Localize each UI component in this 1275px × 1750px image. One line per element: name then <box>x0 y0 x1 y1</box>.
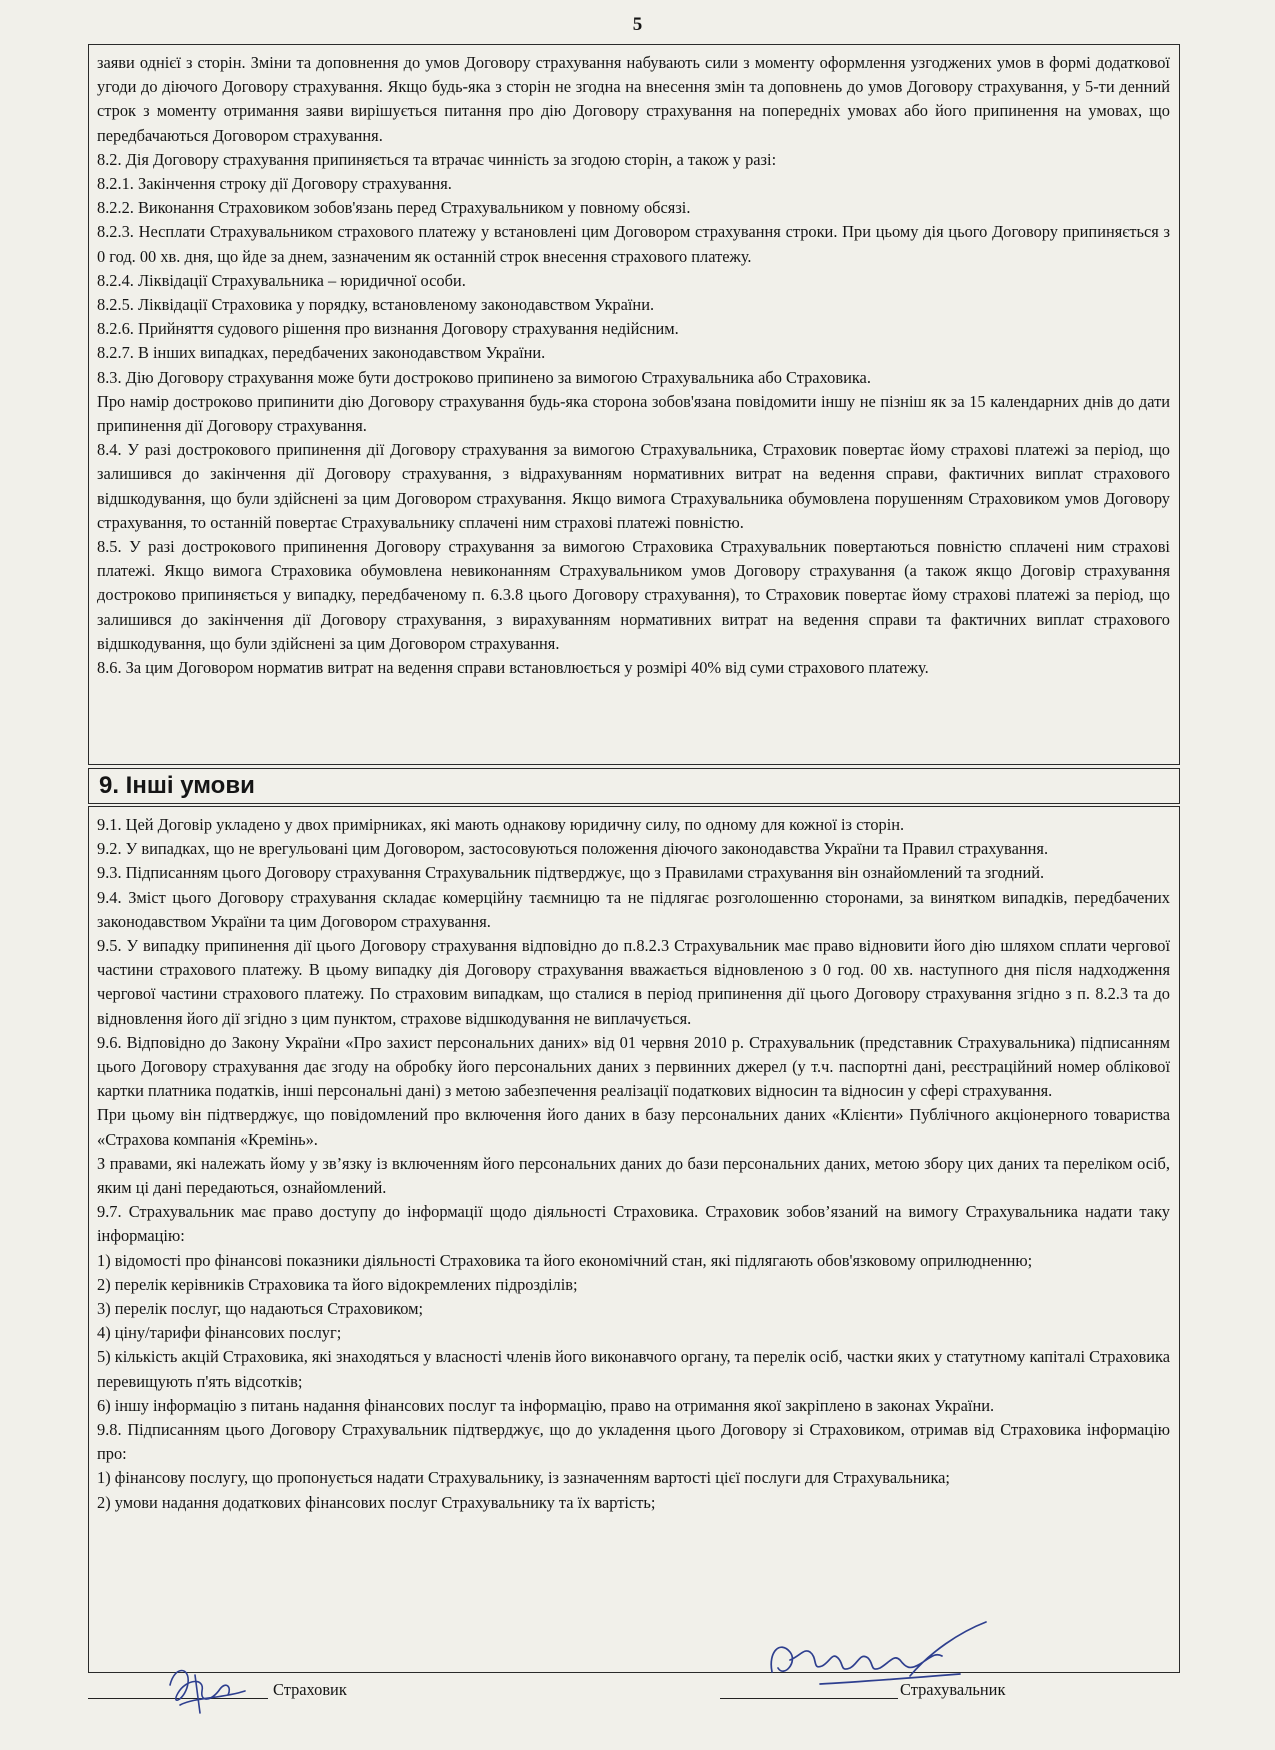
section-8-paragraph-6: 8.2.4. Ліквідації Страхувальника – юридичної особи. <box>97 270 466 290</box>
section-8-paragraph-2: 8.2. Дія Договору страхування припиняється та втрачає чинність за згодою сторін, а також у разі: <box>97 149 777 169</box>
section-8-paragraph-1: заяви однієї з сторін. Зміни та доповнення до умов Договору страхування набувають сили з моменту оформлення узгоджених умов в формі додаткової угоди до діючого Договору страхування. Якщо будь-яка з сторін не згодна на внесення змін та доповнень до умов Договору страхування, у 5-ти денний строк з моменту отримання заяви вирішується питання про дію Договору страхування на попередніх умовах або його припинення на умовах, що передбачаються Договором страхування. <box>97 53 1170 145</box>
section-9-paragraph-9: 9.7. Страхувальник має право доступу до інформації щодо діяльності Страховика. Страховик зобов’язаний на вимогу Страхувальника надати таку інформацію: <box>97 1202 1170 1246</box>
section-9-paragraph-15: 6) іншу інформацію з питань надання фінансових послуг та інформацію, право на отримання якої закріплено в законах України. <box>97 1395 995 1415</box>
section-9-title-box <box>88 768 1180 804</box>
section-9-paragraph-11: 2) перелік керівників Страховика та його відокремлених підрозділів; <box>97 1274 578 1294</box>
policyholder-signature-line <box>720 1698 898 1699</box>
section-8-paragraph-4: 8.2.2. Виконання Страховиком зобов'язань перед Страхувальником у повному обсязі. <box>97 198 691 218</box>
section-9-paragraph-13: 4) ціну/тарифи фінансових послуг; <box>97 1323 342 1343</box>
section-8-paragraph-9: 8.2.7. В інших випадках, передбачених законодавством України. <box>97 343 546 363</box>
section-9-title: 9. Інші умови <box>99 772 255 799</box>
section-8-paragraph-13: 8.5. У разі дострокового припинення Договору страхування за вимогою Страховика Страхувальник повертаються повністю сплачені ним страхові платежі. Якщо вимога Страховика обумовлена невиконанням Страхувальником умов Договору страхування (а також якщо Договір страхування достроково припиняється у випадку, передбаченому п. 6.3.8 цього Договору страхування), то Страховик повертає йому страхові платежі за період, що залишився до закінчення дії Договору страхування, з вирахуванням нормативних витрат на ведення справи та фактичних виплат страхового відшкодування, що були здійснені за цим Договором страхування. <box>97 537 1170 653</box>
section-9-paragraph-14: 5) кількість акцій Страховика, які знаходяться у власності членів його виконавчого органу, та перелік осіб, частки яких у статутному капіталі Страховика перевищують п'ять відсотків; <box>97 1347 1170 1391</box>
section-9-paragraph-10: 1) відомості про фінансові показники діяльності Страховика та його економічний стан, які підлягають обов'язковому оприлюдненню; <box>97 1250 1033 1270</box>
page-number: 5 <box>632 14 643 35</box>
section-9-paragraph-5: 9.5. У випадку припинення дії цього Договору страхування відповідно до п.8.2.3 Страхувальник має право відновити його дію шляхом сплати чергової частини страхового платежу. В цьому випадку дія Договору страхування вважається відновленою з 0 год. 00 хв. наступного дня після надходження чергової частини страхового платежу. По страховим випадкам, що сталися в період припинення дії цього Договору страхування згідно з п. 8.2.3 та до відновлення його дії згідно з цим пунктом, страхове відшкодування не виплачується. <box>97 936 1170 1028</box>
section-8-box <box>88 44 1180 765</box>
section-9-paragraph-2: 9.2. У випадках, що не врегульовані цим Договором, застосовуються положення діючого законодавства України та Правил страхування. <box>97 839 1049 859</box>
section-8-paragraph-14: 8.6. За цим Договором норматив витрат на ведення справи встановлюється у розмірі 40% від суми страхового платежу. <box>97 658 929 678</box>
section-9-paragraph-7: При цьому він підтверджує, що повідомлений про включення його даних в базу персональних даних «Клієнти» Публічного акціонерного товариства «Страхова компанія «Кремінь». <box>97 1105 1170 1149</box>
section-9-paragraph-17: 1) фінансову послугу, що пропонується надати Страхувальнику, із зазначенням вартості цієї послуги для Страхувальника; <box>97 1468 950 1488</box>
section-8-paragraph-5: 8.2.3. Несплати Страхувальником страхового платежу у встановлені цим Договором страхування строки. При цьому дія цього Договору припиняється з 0 год. 00 хв. дня, що йде за днем, зазначеним як останній строк внесення страхового платежу. <box>97 222 1170 266</box>
section-9-box <box>88 806 1180 1673</box>
section-8-paragraph-12: 8.4. У разі дострокового припинення дії Договору страхування за вимогою Страхувальника, Страховик повертає йому страхові платежі за період, що залишився до закінчення дії Договору страхування, з відрахуванням нормативних витрат на ведення справи, фактичних виплат страхового відшкодування, що були здійснені за цим Договором страхування. Якщо вимога Страхувальника обумовлена порушенням Страховиком умов Договору страхування, то останній повертає Страхувальнику сплачені ним страхові платежі повністю. <box>97 440 1170 532</box>
section-9-paragraph-18: 2) умови надання додаткових фінансових послуг Страхувальнику та їх вартість; <box>97 1492 656 1512</box>
section-8-paragraph-10: 8.3. Дію Договору страхування може бути достроково припинено за вимогою Страхувальника або Страховика. <box>97 367 871 387</box>
section-9-paragraph-1: 9.1. Цей Договір укладено у двох примірниках, які мають однакову юридичну силу, по одному для кожної із сторін. <box>97 815 905 834</box>
section-9-paragraph-3: 9.3. Підписанням цього Договору страхування Страхувальник підтверджує, що з Правилами страхування він ознайомлений та згодний. <box>97 863 1045 883</box>
section-8-paragraph-7: 8.2.5. Ліквідації Страховика у порядку, встановленому законодавством України. <box>97 295 655 315</box>
signature-row <box>88 1680 1180 1720</box>
section-9-paragraph-4: 9.4. Зміст цього Договору страхування складає комерційну таємницю та не підлягає розголошенню сторонами, за винятком випадків, передбачених законодавством України та цим Договором страхування. <box>97 887 1170 931</box>
section-8-paragraph-3: 8.2.1. Закінчення строку дії Договору страхування. <box>97 174 452 194</box>
section-9-paragraph-8: З правами, які належать йому у зв’язку із включенням його персональних даних до бази персональних даних, метою збору цих даних та переліком осіб, яким ці дані передаються, ознайомлений. <box>97 1153 1170 1198</box>
insurer-label: Страховик <box>273 1680 347 1699</box>
section-8-paragraph-8: 8.2.6. Прийняття судового рішення про визнання Договору страхування недійсним. <box>97 319 679 339</box>
policyholder-label: Страхувальник <box>900 1680 1006 1699</box>
section-8-paragraph-11: Про намір достроково припинити дію Договору страхування будь-яка сторона зобов'язана повідомити іншу не пізніш як за 15 календарних днів до дати припинення дії Договору страхування. <box>97 391 1170 436</box>
section-9-paragraph-6: 9.6. Відповідно до Закону України «Про захист персональних даних» від 01 червня 2010 р. Страхувальник (представник Страхувальника) підписанням цього Договору страхування дає згоду на обробку його персональних даних з первинних джерел (у т.ч. паспортні дані, реєстраційний номер облікової картки платника податків, інші персональні дані) з метою забезпечення реалізації податкових відносин та відносин у сфері страхування. <box>97 1032 1170 1101</box>
section-9-paragraph-12: 3) перелік послуг, що надаються Страховиком; <box>97 1299 424 1319</box>
insurer-signature-line <box>88 1698 268 1699</box>
section-9-paragraph-16: 9.8. Підписанням цього Договору Страхувальник підтверджує, що до укладення цього Договору зі Страховиком, отримав від Страховика інформацію про: <box>97 1420 1170 1464</box>
